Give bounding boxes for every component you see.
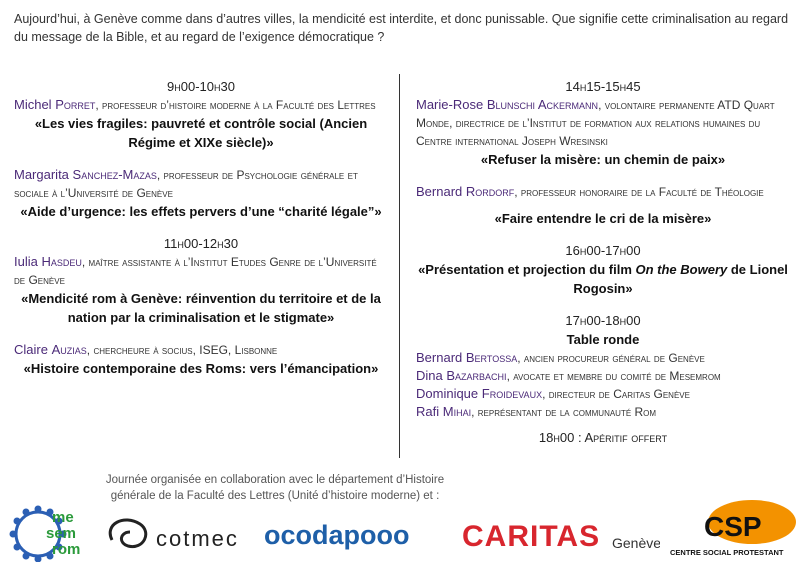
session-time: 16h00-17h00 [565, 243, 641, 258]
svg-text:cotmec: cotmec [156, 526, 239, 551]
film-name: On the Bowery [635, 262, 728, 277]
svg-text:sem: sem [46, 525, 77, 542]
svg-text:CENTRE SOCIAL PROTESTANT: CENTRE SOCIAL PROTESTANT [670, 548, 784, 557]
speaker [14, 253, 388, 289]
speaker-affiliation: , chercheure à socius, ISEG, Lisbonne [86, 343, 278, 357]
svg-text:ocodapooo: ocodapooo [264, 520, 410, 550]
cotmec-swirl-icon [104, 510, 254, 558]
svg-text:Genève: Genève [612, 535, 660, 551]
ocodap-logo [262, 516, 452, 556]
speaker-name: Bernard Rordorf [416, 184, 515, 199]
session-time: 11h00-12h30 [163, 236, 239, 251]
speaker [14, 341, 388, 359]
speaker-name: Marie-Rose Blunschi Ackermann [416, 97, 599, 112]
closing-note: 18h00 : Apéritif offert [538, 430, 668, 445]
talk-title: «Mendicité rom à Genève: réinvention du territoire et de la nation par la criminalisation et le stigmate» [21, 291, 381, 325]
right-column [416, 78, 790, 447]
panelist: Bernard Bertossa, ancien procureur général de Genève [416, 350, 705, 365]
left-column [14, 78, 388, 378]
partner-logos [0, 500, 800, 564]
talk-title: «Refuser la misère: un chemin de paix» [480, 152, 726, 167]
svg-text:CSP: CSP [704, 511, 762, 542]
svg-text:CARITAS: CARITAS [462, 520, 601, 553]
speaker-affiliation: , volontaire permanente ATD Quart Monde, directrice de l’Institut de formation aux relations humaines du Centre international Joseph Wresinski [416, 98, 775, 148]
speaker [14, 166, 388, 202]
session-time: 14h15-15h45 [565, 79, 641, 94]
talk-title: «Les vies fragiles: pauvreté et contrôle social (Ancien Régime et XIXe siècle)» [34, 116, 368, 150]
speaker-name: Michel Porret [14, 97, 96, 112]
round-table-title: Table ronde [566, 332, 640, 347]
speaker [14, 96, 388, 114]
mesemrom-wheel-icon [8, 504, 98, 562]
speaker-name: Claire Auzias [14, 342, 87, 357]
speaker-affiliation: , professeur de Psychologie générale et sociale à l’Université de Genève [14, 168, 358, 200]
csp-logo [668, 500, 798, 562]
speaker [416, 96, 790, 150]
talk-title: «Aide d’urgence: les effets pervers d’une “charité légale”» [20, 204, 382, 219]
speaker-affiliation: , maître assistante à l’Institut Etudes Genre de l’Université de Genève [14, 255, 377, 287]
speaker-name: Margarita Sanchez-Mazas [14, 167, 157, 182]
session-time: 9h00-10h30 [167, 79, 235, 94]
svg-text:rom: rom [52, 541, 81, 558]
speaker-name: Iulia Hasdeu [14, 254, 82, 269]
film-title: «Présentation et projection du film On the Bowery de Lionel Rogosin» [418, 262, 788, 296]
speaker-affiliation: , professeur honoraire de la Faculté de Théologie [514, 185, 764, 199]
speaker-affiliation: , professeur d’histoire moderne à la Faculté des Lettres [95, 98, 376, 112]
panelist: Dominique Froidevaux, directeur de Caritas Genève [416, 386, 690, 401]
cotmec-logo [104, 510, 254, 558]
talk-title: «Histoire contemporaine des Roms: vers l’émancipation» [23, 361, 379, 376]
column-divider [399, 74, 400, 458]
caritas-logo [460, 514, 660, 558]
svg-text:me: me [52, 509, 74, 526]
session-time: 17h00-18h00 [565, 313, 641, 328]
panelist: Dina Bazarbachi, avocate et membre du comité de Mesemrom [416, 368, 721, 383]
organizer-note: Journée organisée en collaboration avec le département d’Histoire générale de la Faculté des Lettres (Unité d’histoire moderne) et : [105, 474, 445, 502]
mesemrom-logo [8, 504, 98, 562]
panelist: Rafi Mihai, représentant de la communauté Rom [416, 404, 657, 419]
speaker [416, 183, 790, 201]
intro-text: Aujourd’hui, à Genève comme dans d’autres villes, la mendicité est interdite, et donc punissable. Que signifie cette criminalisation au regard du message de la Bible, et au regard de l’exigence démocratique ? [14, 12, 789, 44]
talk-title: «Faire entendre le cri de la misère» [494, 211, 712, 226]
